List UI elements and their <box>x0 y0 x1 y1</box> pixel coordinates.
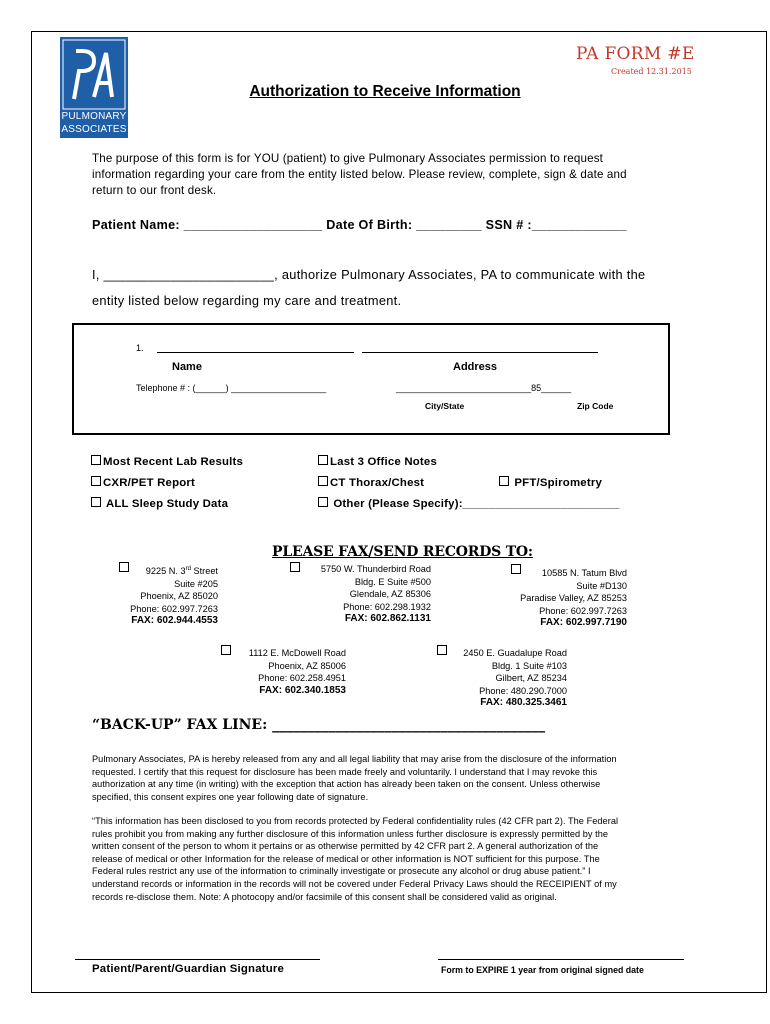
location-street: 10585 N. Tatum Blvd <box>541 568 627 578</box>
location-fax: FAX: 602.997.7190 <box>540 617 627 629</box>
location-street: 1112 E. McDowell Road <box>248 648 346 658</box>
name-label: Name <box>172 361 202 373</box>
location-checkbox[interactable] <box>290 562 300 572</box>
checkbox-icon[interactable] <box>91 476 101 486</box>
signature-line[interactable] <box>75 959 320 960</box>
checkbox-sleep-study[interactable] <box>91 497 228 510</box>
location-phone: Phone: 602.997.7263 <box>539 605 627 616</box>
checkbox-pft[interactable] <box>499 476 602 489</box>
checkbox-icon[interactable] <box>499 476 509 486</box>
location-address <box>230 647 346 697</box>
intro-paragraph <box>92 151 692 199</box>
location-address <box>440 647 567 710</box>
location-suite: Bldg. 1 Suite #103 <box>491 660 567 671</box>
form-id: PA FORM #E <box>576 44 695 64</box>
location-city: Phoenix, AZ 85006 <box>268 660 346 671</box>
location-city: Glendale, AZ 85306 <box>349 589 431 600</box>
created-date: Created 12.31.2015 <box>611 67 692 76</box>
checkbox-icon[interactable] <box>91 497 101 507</box>
federal-line: “This information has been disclosed to you from records protected by Federal confidentiality rules (42 CFR part 2). The Federal <box>92 816 619 826</box>
patient-info-line[interactable]: Patient Name: ___________________ Date Of Birth: _________ SSN # :_____________ <box>92 218 627 232</box>
location-fax: FAX: 602.340.1853 <box>259 684 346 696</box>
entity-number: 1. <box>136 343 144 353</box>
checkbox-icon[interactable] <box>91 455 101 465</box>
checkbox-label: Last 3 Office Notes <box>330 456 437 468</box>
location-street: 2450 E. Guadalupe Road <box>463 648 567 658</box>
address-label: Address <box>453 361 498 373</box>
federal-paragraph <box>92 815 667 903</box>
location-phone: Phone: 602.258.4951 <box>258 673 346 684</box>
intro-line: The purpose of this form is for YOU (patient) to give Pulmonary Associates permission to request <box>92 152 604 165</box>
location-city: Phoenix, AZ 85020 <box>140 591 218 602</box>
checkbox-other[interactable] <box>318 497 620 510</box>
location-suite: Suite #D130 <box>576 580 627 591</box>
location-street: 5750 W. Thunderbird Road <box>320 564 431 574</box>
checkbox-lab-results[interactable] <box>91 455 243 468</box>
release-paragraph <box>92 753 667 803</box>
federal-line: records re-disclose them. Note: A photocopy and/or facsimile of this consent shall be considered valid as original. <box>92 891 557 902</box>
location-fax: FAX: 480.325.3461 <box>480 697 567 709</box>
zip-code-label: Zip Code <box>577 401 614 411</box>
fax-title: PLEASE FAX/SEND RECORDS TO: <box>272 544 533 560</box>
page-title: Authorization to Receive Information <box>249 83 521 100</box>
location-fax: FAX: 602.862.1131 <box>344 613 431 625</box>
location-address <box>300 563 431 626</box>
intro-line: information regarding your care from the entity listed below. Please review, complete, sign & date and <box>92 168 627 181</box>
expire-note: Form to EXPIRE 1 year from original signed date <box>441 965 644 975</box>
release-line: authorization at any time (in writing) with the exception that action has already been taken on the consent. Unless otherwise <box>92 779 601 790</box>
location-address <box>100 563 218 628</box>
location-phone: Phone: 602.997.7263 <box>130 603 218 614</box>
location-phone: Phone: 602.298.1932 <box>343 601 431 612</box>
authorize-line-1[interactable]: I, _______________________, authorize Pulmonary Associates, PA to communicate with the <box>92 267 646 282</box>
checkbox-label: ALL Sleep Study Data <box>105 498 229 510</box>
checkbox-label: PFT/Spirometry <box>514 477 602 489</box>
release-line: Pulmonary Associates, PA is hereby released from any and all legal liability that may arise from the disclosure of the information <box>92 754 617 764</box>
release-line: specified, this consent expires one year following date of signature. <box>92 791 369 802</box>
backup-fax-line[interactable]: “BACK-UP” FAX LINE: _______________________________________ <box>92 717 546 733</box>
federal-line: rules prohibit you from making any further disclosure of this information unless further disclosure is expressly permitted by the <box>92 828 609 839</box>
federal-line: written consent of the person to whom it pertains or as otherwise permitted by 42 CFR part 2. A general authorization of the <box>92 841 599 852</box>
entity-address-field[interactable] <box>362 352 598 353</box>
signature-label: Patient/Parent/Guardian Signature <box>92 963 285 975</box>
federal-line: understand records or information in the records will not be covered under Federal Privacy Laws should the RECEIPIENT of my <box>92 878 617 889</box>
federal-line: release of medical or other Information for the release of medical or other information is NOT sufficient for this purpose. The <box>92 853 600 864</box>
checkbox-label: Most Recent Lab Results <box>103 456 244 468</box>
checkbox-icon[interactable] <box>318 476 328 486</box>
checkbox-ct-thorax[interactable] <box>318 476 424 489</box>
authorize-line-2: entity listed below regarding my care and treatment. <box>92 293 402 308</box>
checkbox-label: CT Thorax/Chest <box>330 477 425 489</box>
checkbox-label: Other (Please Specify):________________________ <box>333 498 620 510</box>
city-zip-field[interactable]: ___________________________85______ <box>396 383 572 393</box>
location-street: 9225 N. 3rd Street <box>145 566 218 577</box>
logo-line-2: ASSOCIATES <box>61 124 127 135</box>
checkbox-label: CXR/PET Report <box>103 477 196 489</box>
location-suite: Bldg. E Suite #500 <box>354 576 431 587</box>
location-city: Gilbert, AZ 85234 <box>495 673 567 684</box>
location-suite: Suite #205 <box>174 578 218 589</box>
telephone-field[interactable]: Telephone # : (______) ___________________ <box>136 383 327 393</box>
location-fax: FAX: 602.944.4553 <box>131 615 218 627</box>
location-address <box>500 567 627 630</box>
release-line: requested. I certify that this request for disclosure has been made freely and voluntarily. I understand that I may revoke this <box>92 766 598 777</box>
location-phone: Phone: 480.290.7000 <box>479 685 567 696</box>
federal-line: Federal rules restrict any use of the information to criminally investigate or prosecute any alcohol or drug abuse patient.” I <box>92 866 591 877</box>
logo-line-1: PULMONARY <box>61 111 127 122</box>
city-state-label: City/State <box>425 401 465 411</box>
entity-box <box>72 323 670 435</box>
checkbox-cxr-pet[interactable] <box>91 476 195 489</box>
entity-name-field[interactable] <box>157 352 354 353</box>
date-line[interactable] <box>438 959 684 960</box>
checkbox-icon[interactable] <box>318 497 328 507</box>
location-city: Paradise Valley, AZ 85253 <box>520 593 627 604</box>
intro-line: return to our front desk. <box>92 184 217 197</box>
checkbox-icon[interactable] <box>318 455 328 465</box>
checkbox-office-notes[interactable] <box>318 455 437 468</box>
